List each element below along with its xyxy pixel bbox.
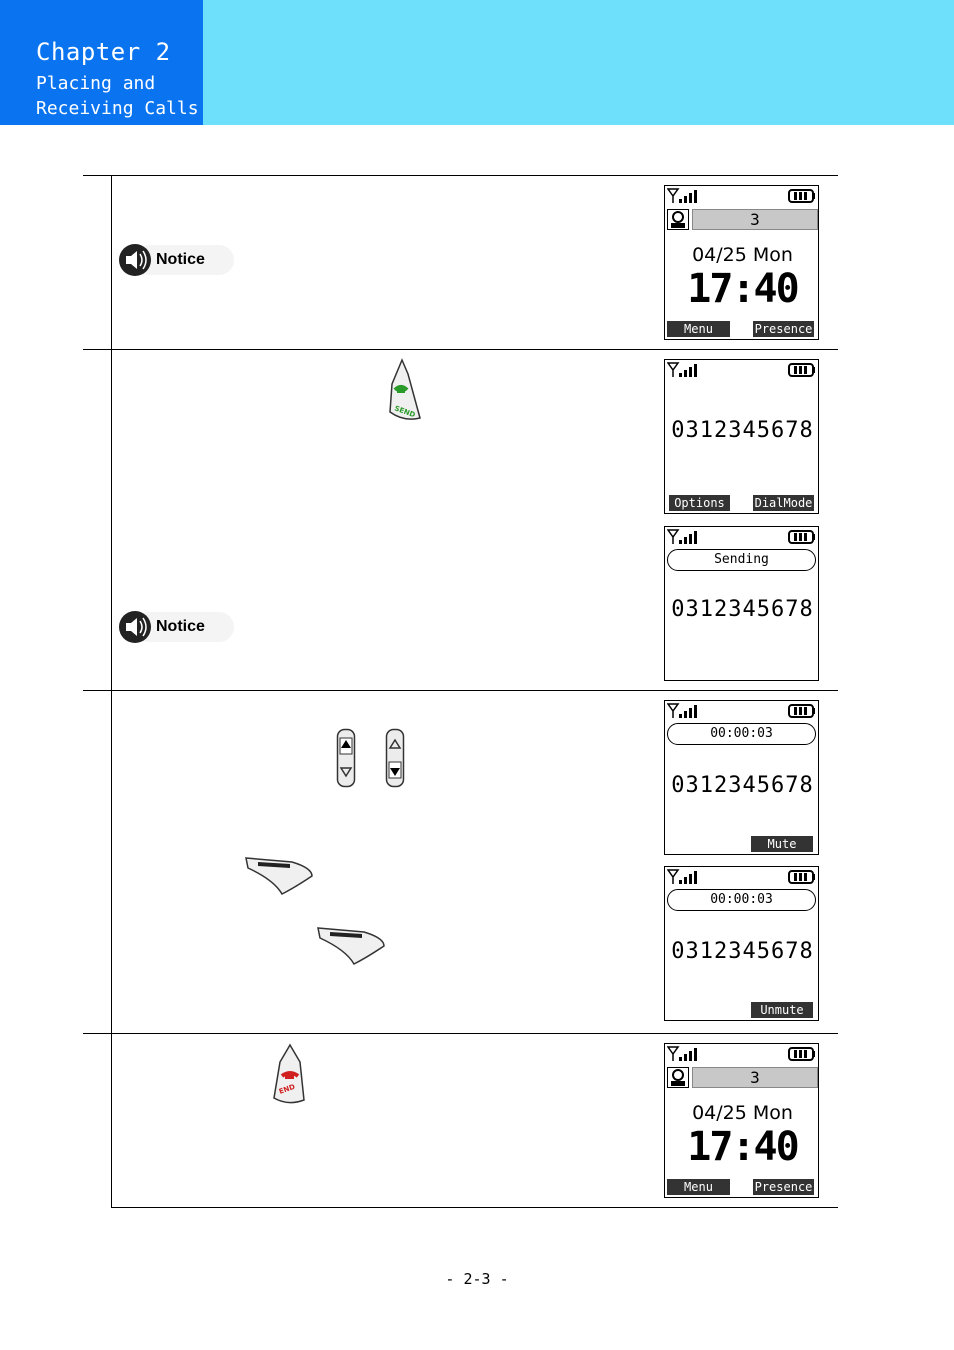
battery-icon (788, 869, 816, 885)
notice-label: Notice (156, 618, 205, 635)
chapter-subtitle-line1: Placing and (36, 73, 156, 94)
notice-badge (118, 243, 238, 279)
notice-label: Notice (156, 251, 205, 268)
table-rule-bottom (111, 1207, 838, 1208)
table-column-divider (111, 175, 112, 1208)
soft-key-icon (316, 924, 386, 966)
call-timer: 00:00:03 (667, 889, 816, 911)
status-count: 3 (692, 1067, 818, 1088)
table-rule-top (83, 175, 838, 176)
signal-icon (667, 529, 701, 545)
table-rule-3 (83, 1033, 838, 1034)
speaker-icon (118, 610, 152, 644)
softkey-right[interactable]: Presence (754, 1180, 813, 1194)
date-display: 04/25 Mon (692, 1102, 793, 1124)
chapter-tab (0, 0, 203, 125)
table-rule-2 (83, 690, 838, 691)
signal-icon (667, 362, 701, 378)
battery-icon (788, 362, 816, 378)
battery-icon (788, 188, 816, 204)
softkey-mute[interactable]: Mute (751, 836, 813, 852)
dialed-number: 0312345678 (671, 418, 814, 443)
signal-icon (667, 703, 701, 719)
contact-icon (667, 209, 689, 230)
connected-number: 0312345678 (671, 773, 814, 798)
chapter-title: Chapter 2 (36, 38, 171, 66)
contact-icon (667, 1067, 689, 1088)
phone-screen-idle (664, 1043, 819, 1198)
signal-icon (667, 1046, 701, 1062)
softkey-right[interactable]: Presence (754, 322, 813, 336)
volume-down-key-icon (385, 728, 405, 788)
phone-screen-idle (664, 185, 819, 340)
signal-icon (667, 188, 701, 204)
softkey-right[interactable]: DialMode (754, 496, 813, 510)
phone-screen-muted (664, 866, 819, 1021)
time-display: 17:40 (687, 266, 798, 312)
call-timer: 00:00:03 (667, 723, 816, 745)
date-display: 04/25 Mon (692, 244, 793, 266)
end-key-icon (270, 1042, 310, 1108)
softkey-unmute[interactable]: Unmute (751, 1002, 813, 1018)
page-number: - 2-3 - (445, 1270, 509, 1288)
chapter-subtitle (36, 71, 199, 121)
status-count: 3 (692, 209, 818, 230)
softkey-left[interactable]: Menu (667, 1179, 730, 1195)
soft-key-icon (244, 854, 314, 896)
time-display: 17:40 (687, 1124, 798, 1170)
svg-text:SEND: SEND (393, 404, 417, 420)
signal-icon (667, 869, 701, 885)
phone-screen-dial (664, 359, 819, 514)
battery-icon (788, 703, 816, 719)
svg-text:END: END (277, 1082, 297, 1096)
softkey-left[interactable]: Menu (667, 321, 730, 337)
volume-up-key-icon (336, 728, 356, 788)
softkey-left[interactable]: Options (669, 495, 730, 511)
send-key-icon (386, 356, 424, 426)
phone-screen-in-call (664, 700, 819, 855)
chapter-subtitle-line2: Receiving Calls (36, 98, 199, 119)
call-status: Sending (667, 549, 816, 571)
notice-badge (118, 610, 238, 646)
connected-number: 0312345678 (671, 939, 814, 964)
battery-icon (788, 529, 816, 545)
battery-icon (788, 1046, 816, 1062)
phone-screen-sending (664, 526, 819, 681)
speaker-icon (118, 243, 152, 277)
dialed-number: 0312345678 (671, 597, 814, 622)
table-rule-1 (83, 349, 838, 350)
